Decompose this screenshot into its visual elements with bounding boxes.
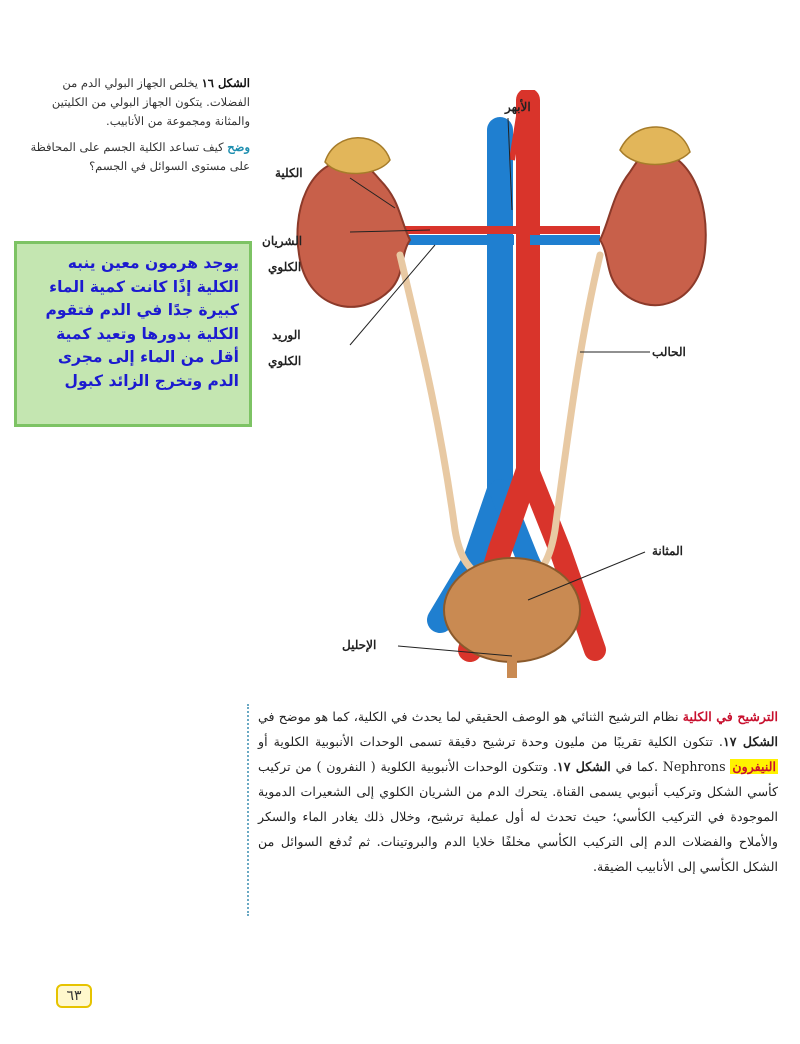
label-bladder: المثانة bbox=[652, 544, 683, 558]
text-divider bbox=[247, 704, 249, 916]
body-part-3: Nephrons .كما في bbox=[610, 759, 731, 774]
label-renal-vein-line2: الكلوي bbox=[268, 354, 302, 368]
body-part-1: نظام الترشيح الثنائي هو الوصف الحقيقي لما يحدث في الكلية، كما هو موضح في bbox=[258, 709, 683, 724]
urinary-system-figure bbox=[250, 90, 790, 690]
caption-figure-paragraph bbox=[22, 74, 250, 131]
label-urethra: الإحليل bbox=[342, 638, 377, 652]
lead-term: الترشيح في الكلية bbox=[682, 709, 778, 724]
label-renal-artery-line1: الشريان bbox=[262, 234, 303, 248]
figure-ref-1: الشكل ١٧ bbox=[722, 734, 778, 749]
highlighted-term-nephron: النيفرون bbox=[732, 759, 776, 774]
annotation-note-box bbox=[14, 241, 252, 427]
urinary-system-illustration bbox=[250, 90, 790, 690]
body-part-4: . وتتكون الوحدات الأنبوبية الكلوية ( النفرون ) من تركيب كأسي الشكل وتركيب أنبوبي يسمى القناة. يتحرك الدم من الشريان الكلوي إلى الشعيرات الدموية الموجودة في التركيب الكأسي؛ حيث تحدث له أول عملية ترشيح، وخلال ذلك يغادر الماء والسكر والأملاح والفضلات الدم إلى التركيب الكأسي مخلفًا خلايا الدم والبروتينات. ثم تُدفع السوائل من الشكل الكأسي إلى الأنابيب الضيقة. bbox=[258, 759, 778, 874]
label-renal-vein-line1: الوريد bbox=[272, 328, 301, 342]
label-ureter: الحالب bbox=[652, 345, 686, 359]
label-renal-artery-line2: الكلوي bbox=[268, 260, 302, 274]
caption-figure-label: الشكل ١٦ bbox=[201, 76, 250, 90]
caption-figure-text: يخلص الجهاز البولي الدم من الفضلات. يتكون الجهاز البولي من الكليتين والمثانة ومجموعة من الأنابيب. bbox=[51, 76, 250, 128]
annotation-note-text: يوجد هرمون معين ينبه الكلية إذًا كانت كمية الماء كبيرة جدًا في الدم فتقوم الكلية بدورها وتعيد كمية أقل من الماء إلى مجرى الدم وتخرج الزائد كبول bbox=[45, 254, 239, 390]
label-kidney: الكلية bbox=[275, 166, 303, 180]
caption-question-text: كيف تساعد الكلية الجسم على المحافظة على مستوى السوائل في الجسم؟ bbox=[30, 140, 250, 173]
body-paragraph bbox=[258, 704, 778, 879]
figure-ref-2: الشكل ١٧ bbox=[557, 759, 611, 774]
body-part-2: . تتكون الكلية تقريبًا من مليون وحدة ترشيح دقيقة تسمى الوحدات الأنبوبية الكلوية أو bbox=[258, 734, 723, 749]
label-aorta: الأبهر bbox=[505, 100, 531, 114]
page-number: ٦٣ bbox=[56, 984, 92, 1008]
caption-question-label: وضح bbox=[227, 140, 250, 154]
caption-question-paragraph bbox=[22, 138, 250, 176]
figure-caption bbox=[22, 74, 250, 183]
